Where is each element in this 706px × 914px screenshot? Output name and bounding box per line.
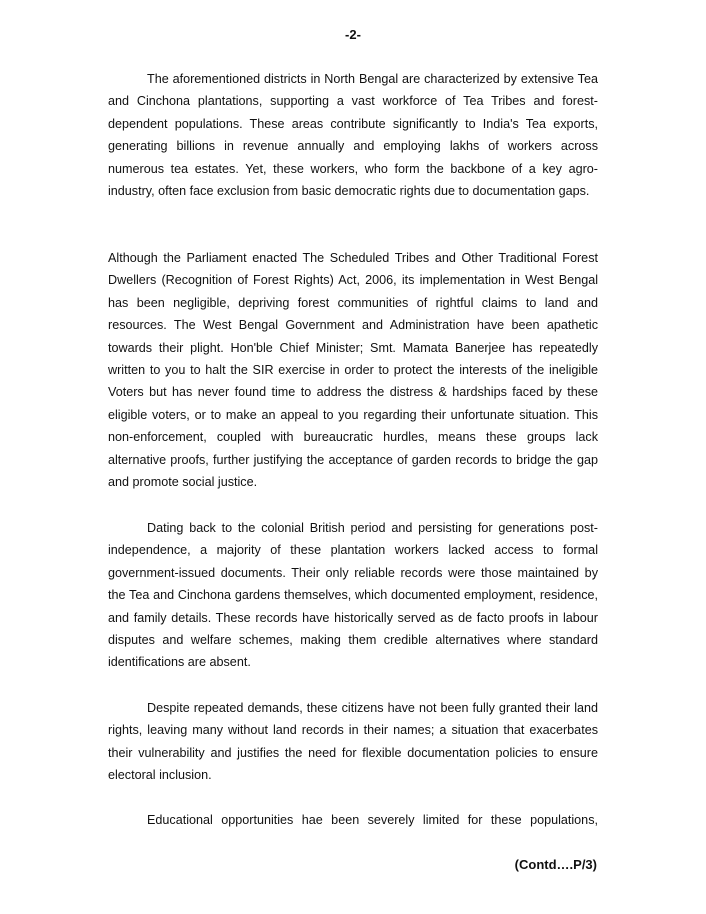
page-number: -2-	[345, 27, 361, 42]
continuation-marker: (Contd….P/3)	[514, 857, 597, 872]
paragraph-education: Educational opportunities hae been severely limited for these populations,	[147, 813, 598, 827]
paragraph-land-rights: Despite repeated demands, these citizens have not been fully granted their land rights, leaving many without land records in their names; a situation that exacerbates their vulnerability and justifies the need for flexible documentation policies to ensure electoral inclusion.	[108, 701, 598, 783]
paragraph-forest-rights-act: Although the Parliament enacted The Scheduled Tribes and Other Traditional Forest Dwellers (Recognition of Forest Rights) Act, 2006, its implementation in West Bengal has been negligible, depriving forest communities of rightful claims to land and resources. The West Bengal Government and Administration have been apathetic towards their plight. Hon'ble Chief Minister; Smt. Mamata Banerjee has repeatedly written to you to halt the SIR exercise in order to protect the interests of the ineligible Voters but has never found time to address the distress & hardships faced by these eligible voters, or to make an appeal to you regarding their unfortunate situation. This non-enforcement, coupled with bureaucratic hurdles, means these groups lack alternative proofs, further justifying the acceptance of garden records to bridge the gap and promote social justice.	[108, 251, 598, 490]
paragraph-colonial-records: Dating back to the colonial British period and persisting for generations post-independence, a majority of these plantation workers lacked access to formal government-issued documents. Their only reliable records were those maintained by the Tea and Cinchona gardens themselves, which documented employment, residence, and family details. These records have historically served as de facto proofs in labour disputes and welfare schemes, making them credible alternatives where standard identifications are absent.	[108, 521, 598, 670]
paragraph-plantations: The aforementioned districts in North Bengal are characterized by extensive Tea and Cinchona plantations, supporting a vast workforce of Tea Tribes and forest-dependent populations. These areas contribute significantly to India's Tea exports, generating billions in revenue annually and employing lakhs of workers across numerous tea estates. Yet, these workers, who form the backbone of a key agro-industry, often face exclusion from basic democratic rights due to documentation gaps.	[108, 72, 598, 199]
